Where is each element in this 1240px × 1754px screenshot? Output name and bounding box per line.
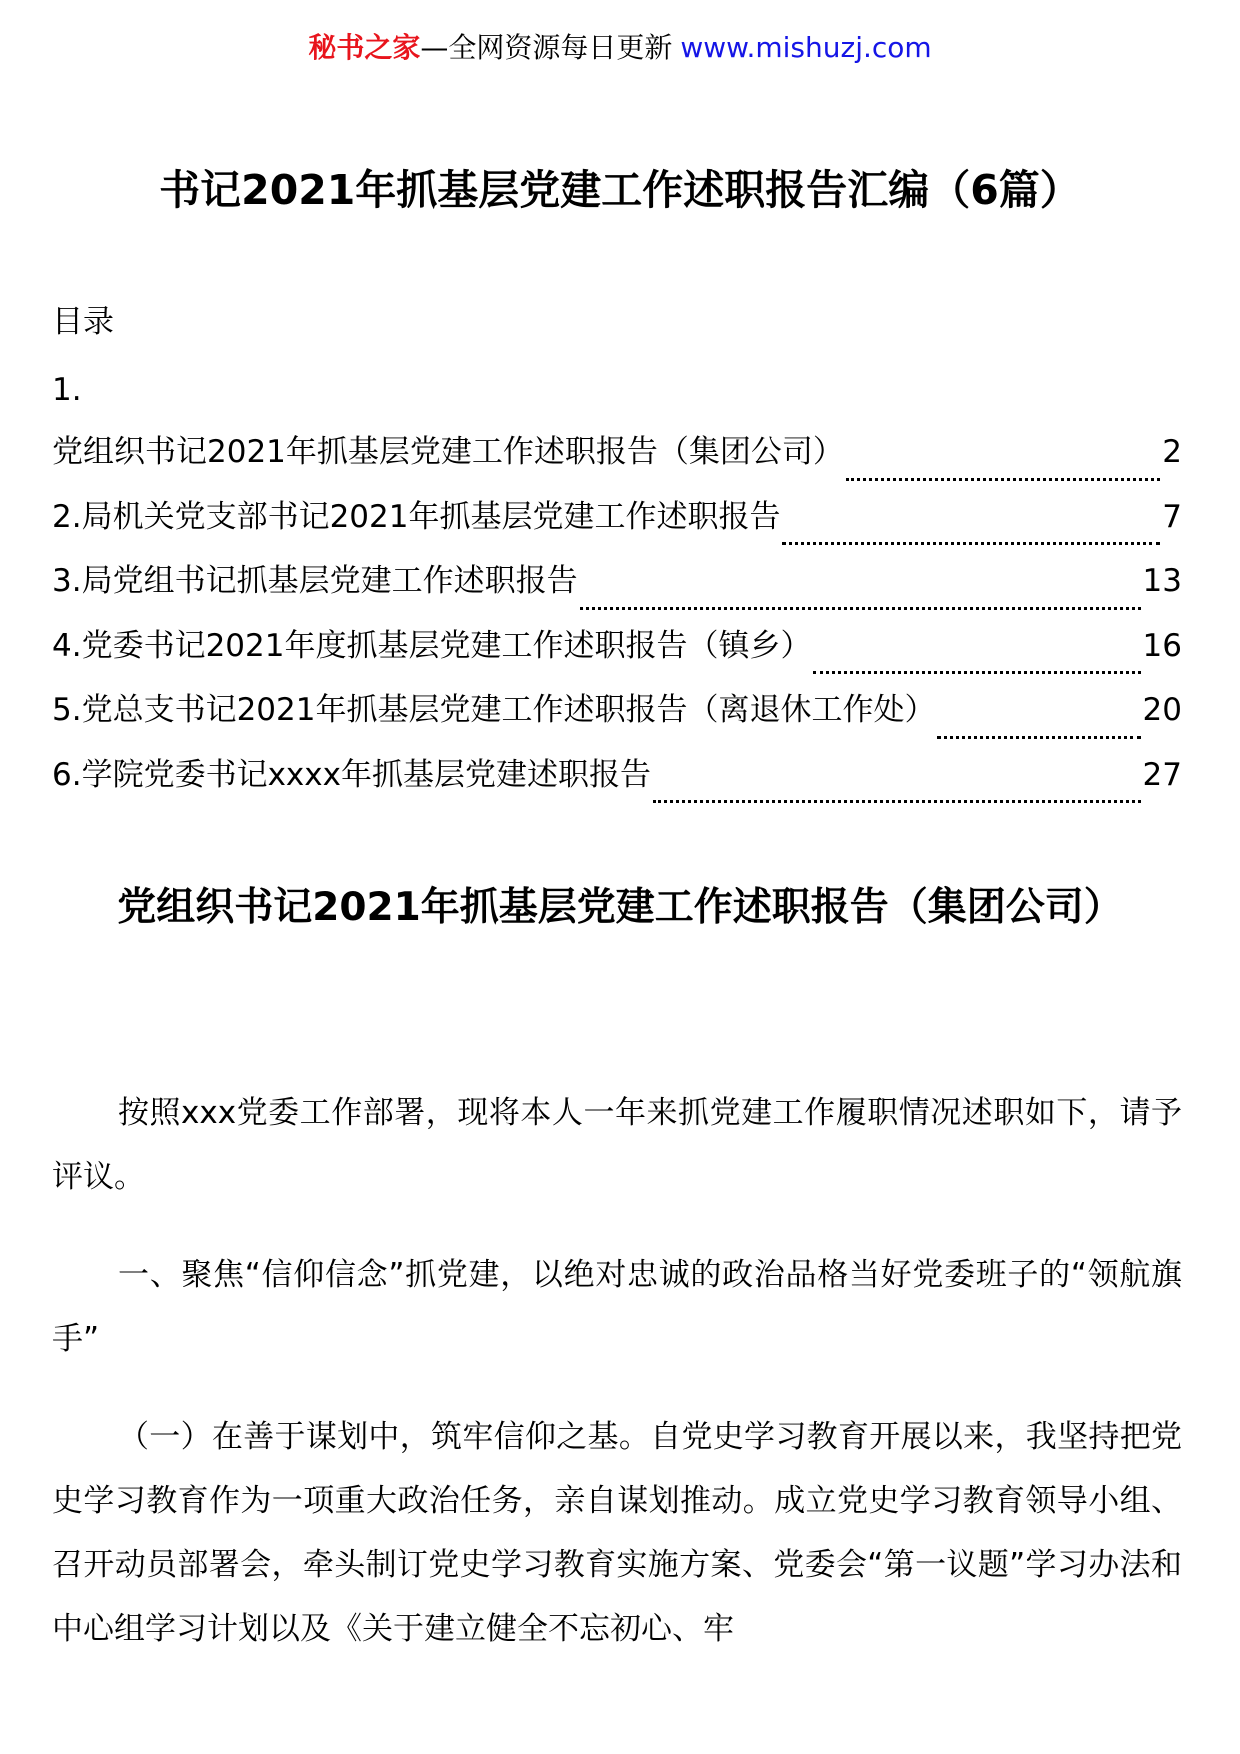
toc-entry[interactable] (52, 688, 1182, 753)
table-of-contents (52, 430, 1182, 817)
toc-leader-dots (846, 454, 1160, 481)
toc-entry[interactable] (52, 559, 1182, 624)
banner-brand: 秘书之家 (308, 31, 421, 64)
toc-leader-dots (653, 776, 1141, 803)
toc-entry[interactable] (52, 753, 1182, 818)
toc-entry-text: 党组织书记2021年抓基层党建工作述职报告（集团公司） (52, 434, 844, 470)
toc-leader-dots (580, 583, 1141, 610)
site-banner (0, 28, 1240, 68)
toc-entry-text: 2.局机关党支部书记2021年抓基层党建工作述职报告 (52, 498, 781, 535)
toc-entry-page: 27 (1142, 756, 1182, 793)
banner-url-link[interactable]: www.mishuzj.com (680, 31, 932, 64)
toc-entry-text: 3.局党组书记抓基层党建工作述职报告 (52, 563, 578, 599)
document-title: 书记2021年抓基层党建工作述职报告汇编（6篇） (159, 166, 1081, 214)
toc-entry-page: 2 (1162, 434, 1182, 470)
toc-entry[interactable] (52, 495, 1182, 560)
toc-leader-dots (813, 647, 1140, 674)
toc-entry-page: 20 (1142, 692, 1182, 728)
toc-label: 目录 (52, 304, 114, 340)
banner-slogan: —全网资源每日更新 (420, 31, 673, 64)
section-heading-paragraph: 一、聚焦“信仰信念”抓党建，以绝对忠诚的政治品格当好党委班子的“领航旗手” (52, 1257, 1182, 1357)
toc-leader-dots (782, 518, 1160, 545)
toc-entry-text: 5.党总支书记2021年抓基层党建工作述职报告（离退休工作处） (52, 692, 936, 728)
toc-entry-page: 16 (1142, 627, 1182, 664)
toc-leader-dots (937, 712, 1140, 739)
toc-entry-text: 6.学院党委书记xxxx年抓基层党建述职报告 (52, 756, 651, 793)
toc-entry-text: 4.党委书记2021年度抓基层党建工作述职报告（镇乡） (52, 627, 812, 664)
toc-entry[interactable] (52, 430, 1182, 495)
body-paragraph: 按照xxx党委工作部署，现将本人一年来抓党建工作履职情况述职如下，请予评议。 (52, 1095, 1182, 1195)
toc-entry[interactable] (52, 624, 1182, 689)
body-paragraph: （一）在善于谋划中，筑牢信仰之基。自党史学习教育开展以来，我坚持把党史学习教育作为一项重大政治任务，亲自谋划推动。成立党史学习教育领导小组、召开动员部署会，牵头制订党史学习教育实施方案、党委会“第一议题”学习办法和中心组学习计划以及《关于建立健全不忘初心、牢 (52, 1419, 1182, 1647)
toc-entry-page: 13 (1142, 563, 1182, 599)
toc-entry-page: 7 (1162, 498, 1182, 535)
section-title: 党组织书记2021年抓基层党建工作述职报告（集团公司） (117, 885, 1123, 930)
toc-first-number: 1. (52, 372, 82, 408)
